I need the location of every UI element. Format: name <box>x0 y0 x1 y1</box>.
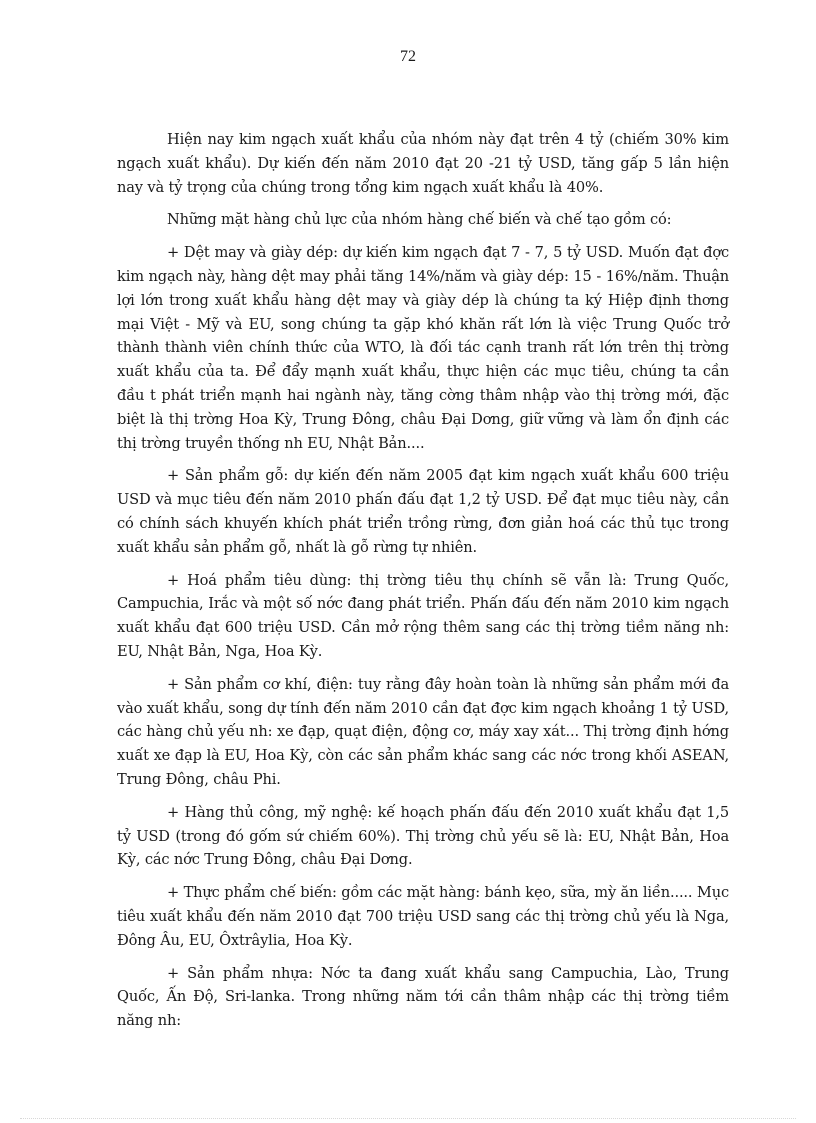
paragraph-export-overview: Hiện nay kim ngạch xuất khẩu của nhóm này đạt trên 4 tỷ (chiếm 30% kim ngạch xuất khẩu). Dự kiến đến năm 2010 đạt 20 -21 tỷ USD, tăng gấp 5 lần hiện nay và tỷ trọng của chúng trong tổng kim ngạch xuất khẩu là 40%. <box>117 131 729 196</box>
paragraph-consumer-chemicals: + Hoá phẩm tiêu dùng: thị trờng tiêu thụ chính sẽ vẫn là: Trung Quốc, Campuchia, Irắc và một số nớc đang phát triển. Phấn đấu đến năm 2010 kim ngạch xuất khẩu đạt 600 triệu USD. Cần mở rộng thêm sang các thị trờng tiềm năng nh: EU, Nhật Bản, Nga, Hoa Kỳ. <box>117 571 729 660</box>
paragraph-handicrafts: + Hàng thủ công, mỹ nghệ: kế hoạch phấn đấu đến 2010 xuất khẩu đạt 1,5 tỷ USD (trong đó gốm sứ chiếm 60%). Thị trờng chủ yếu sẽ là: EU, Nhật Bản, Hoa Kỳ, các nớc Trung Đông, châu Đại Dơng. <box>117 803 729 869</box>
page-bottom-divider <box>20 1118 796 1119</box>
paragraph-key-products-intro: Những mặt hàng chủ lực của nhóm hàng chế biến và chế tạo gồm có: <box>167 211 672 229</box>
paragraph-mechanical-electrical: + Sản phẩm cơ khí, điện: tuy rằng đây hoàn toàn là những sản phẩm mới đa vào xuất khẩu, song dự tính đến năm 2010 cần đạt đợc kim ngạch khoảng 1 tỷ USD, các hàng chủ yếu nh: xe đạp, quạt điện, động cơ, máy xay xát... Thị trờng định hớng xuất xe đạp là EU, Hoa Kỳ, còn các sản phẩm khác sang các nớc trong khối ASEAN, Trung Đông, châu Phi. <box>117 675 729 788</box>
paragraph-wood-products: + Sản phẩm gỗ: dự kiến đến năm 2005 đạt kim ngạch xuất khẩu 600 triệu USD và mục tiêu đến năm 2010 phấn đấu đạt 1,2 tỷ USD. Để đạt mục tiêu này, cần có chính sách khuyến khích phát triển trồng rừng, đơn giản hoá các thủ tục trong xuất khẩu sản phẩm gỗ, nhất là gỗ rừng tự nhiên. <box>117 467 729 556</box>
paragraph-processed-food: + Thực phẩm chế biến: gồm các mặt hàng: bánh kẹo, sữa, mỳ ăn liền..... Mục tiêu xuất khẩu đến năm 2010 đạt 700 triệu USD sang các thị trờng chủ yếu là Nga, Đông Âu, EU, Ôxtrâylia, Hoa Kỳ. <box>117 884 729 949</box>
paragraph-textiles-footwear: + Dệt may và giày dép: dự kiến kim ngạch đạt 7 - 7, 5 tỷ USD. Muốn đạt đợc kim ngạch này, hàng dệt may phải tăng 14%/năm và giày dép: 15 - 16%/năm. Thuận lợi lớn trong xuất khẩu hàng dệt may và giày dép là chúng ta ký Hiệp định thơng mại Việt - Mỹ và EU, song chúng ta gặp khó khăn rất lớn là việc Trung Quốc trở thành thành viên chính thức của WTO, là đối tác cạnh tranh rất lớn trên thị trờng xuất khẩu của ta. Để đẩy mạnh xuất khẩu, thực hiện các mục tiêu, chúng ta cần đầu t phát triển mạnh hai ngành này, tăng cờng thâm nhập vào thị trờng mới, đặc biệt là thị trờng Hoa Kỳ, Trung Đông, châu Đại Dơng, giữ vững và làm ổn định các thị trờng truyền thống nh EU, Nhật Bản.... <box>117 244 729 452</box>
paragraph-plastic-products: + Sản phẩm nhựa: Nớc ta đang xuất khẩu sang Campuchia, Lào, Trung Quốc, Ấn Độ, Sri-lanka. Trong những năm tới cần thâm nhập các thị trờng tiềm năng nh: <box>117 964 729 1030</box>
page-number: 72 <box>400 48 416 65</box>
document-body <box>117 128 729 1042</box>
